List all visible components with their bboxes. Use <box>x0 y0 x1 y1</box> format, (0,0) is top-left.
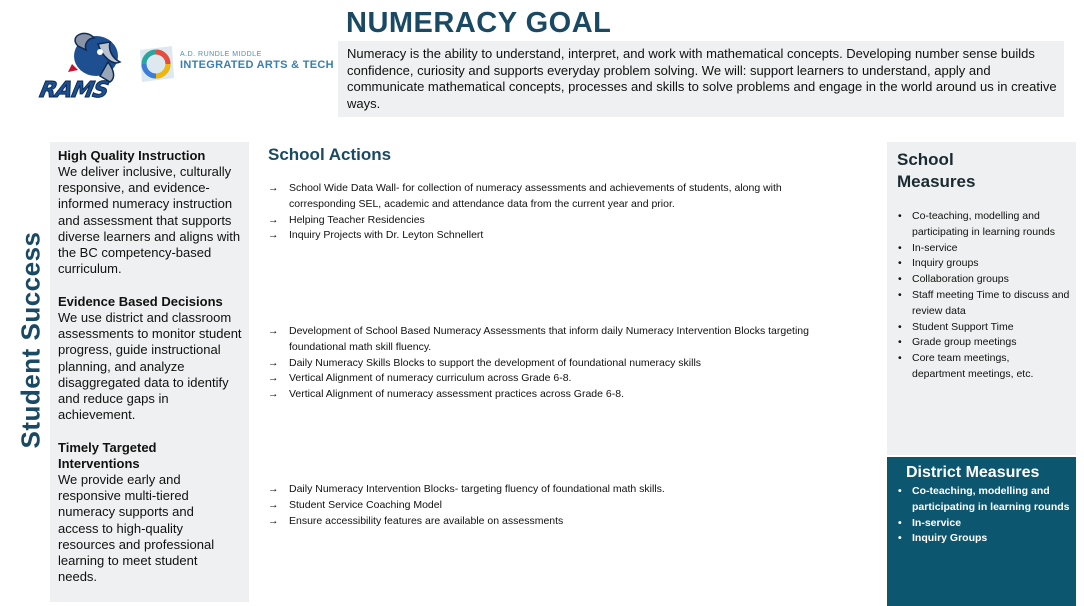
district-measures-title: District Measures <box>906 464 1040 481</box>
student-success-label: Student Success <box>15 231 46 449</box>
school-ring-logo <box>136 44 176 84</box>
action-group-2 <box>268 324 838 403</box>
action-item: → Daily Numeracy Skills Blocks to support the development of foundational numeracy skills <box>268 356 838 372</box>
arrow-right-icon: → <box>268 213 279 226</box>
action-item: → Daily Numeracy Intervention Blocks- targeting fluency of foundational math skills. <box>268 482 838 498</box>
arrow-right-icon: → <box>268 372 279 385</box>
school-measures-list <box>896 209 1074 383</box>
action-group-1 <box>268 181 838 244</box>
action-item: → Vertical Alignment of numeracy curriculum across Grade 6-8. <box>268 371 838 387</box>
arrow-right-icon: → <box>268 498 279 511</box>
pillar-evidence-based-decisions <box>58 294 248 423</box>
list-item: • Student Support Time <box>896 320 1074 336</box>
list-item: • Grade group meetings <box>896 335 1074 351</box>
rams-wordmark: RAMS <box>37 78 111 103</box>
action-item: → Vertical Alignment of numeracy assessment practices across Grade 6-8. <box>268 387 838 403</box>
school-name-big: INTEGRATED ARTS & TECH <box>180 59 334 71</box>
list-item: • Collaboration groups <box>896 272 1074 288</box>
school-actions-title: School Actions <box>268 145 392 164</box>
arrow-right-icon: → <box>268 325 279 337</box>
pillar-timely-targeted-interventions <box>58 440 248 585</box>
arrow-right-icon: → <box>268 388 279 401</box>
pillar-heading: Timely Targeted Interventions <box>58 440 157 471</box>
school-measures-title: School Measures <box>897 150 976 191</box>
list-item: • Inquiry groups <box>896 256 1074 272</box>
action-item: → Inquiry Projects with Dr. Leyton Schnellert <box>268 228 838 244</box>
action-item: → Helping Teacher Residencies <box>268 213 838 229</box>
student-success-label-wrap <box>14 140 48 540</box>
arrow-right-icon: → <box>268 229 279 242</box>
pillar-body: We provide early and responsive multi-tiered numeracy supports and access to high-quality resources and professional learning to meet student needs. <box>58 472 215 585</box>
action-item: → Student Service Coaching Model <box>268 498 838 514</box>
pillar-heading: Evidence Based Decisions <box>58 294 223 309</box>
page-title: NUMERACY GOAL <box>346 7 612 39</box>
action-group-3 <box>268 482 838 529</box>
pillar-body: We use district and classroom assessments to monitor student progress, guide instructional planning, and analyze disaggregated data to identify and reduce gaps in achievement. <box>58 310 242 423</box>
intro-text: Numeracy is the ability to understand, interpret, and work with mathematical concepts. Developing number sense builds confidence, curiosity and supports everyday problem solving. We will: support learners to understand, apply and communicate mathematical concepts, processes and skills to solve problems and engage in the world around us in creative ways. <box>347 46 1057 111</box>
list-item: • Inquiry Groups <box>896 531 1074 547</box>
arrow-right-icon: → <box>268 483 279 495</box>
list-item: • In-service <box>896 516 1074 532</box>
list-item: • Co-teaching, modelling and participating in learning rounds <box>896 209 1074 241</box>
action-item: → School Wide Data Wall- for collection of numeracy assessments and achievements of students, along with corresponding SEL, academic and attendance data from the current year and prior. <box>268 182 782 210</box>
arrow-right-icon: → <box>268 356 279 369</box>
action-item: → Development of School Based Numeracy Assessments that inform daily Numeracy Intervention Blocks targeting foundational math skill fluency. <box>268 325 809 353</box>
pillar-heading: High Quality Instruction <box>58 148 206 163</box>
list-item: • In-service <box>896 241 1074 257</box>
school-name-small: A.D. RUNDLE MIDDLE <box>180 51 262 58</box>
district-measures-list <box>896 484 1074 547</box>
list-item: • Core team meetings, department meetings, etc. <box>896 351 1062 383</box>
arrow-right-icon: → <box>268 182 279 194</box>
pillar-high-quality-instruction <box>58 148 248 277</box>
list-item: • Staff meeting Time to discuss and review data <box>896 288 1072 320</box>
list-item: • Co-teaching, modelling and participating in learning rounds <box>896 484 1074 516</box>
action-item: → Ensure accessibility features are available on assessments <box>268 514 838 530</box>
arrow-right-icon: → <box>268 514 279 527</box>
pillar-body: We deliver inclusive, culturally responsive, and evidence-informed numeracy instruction and assessment that supports diverse learners and aligns with the BC competency-based curriculum. <box>58 164 241 277</box>
